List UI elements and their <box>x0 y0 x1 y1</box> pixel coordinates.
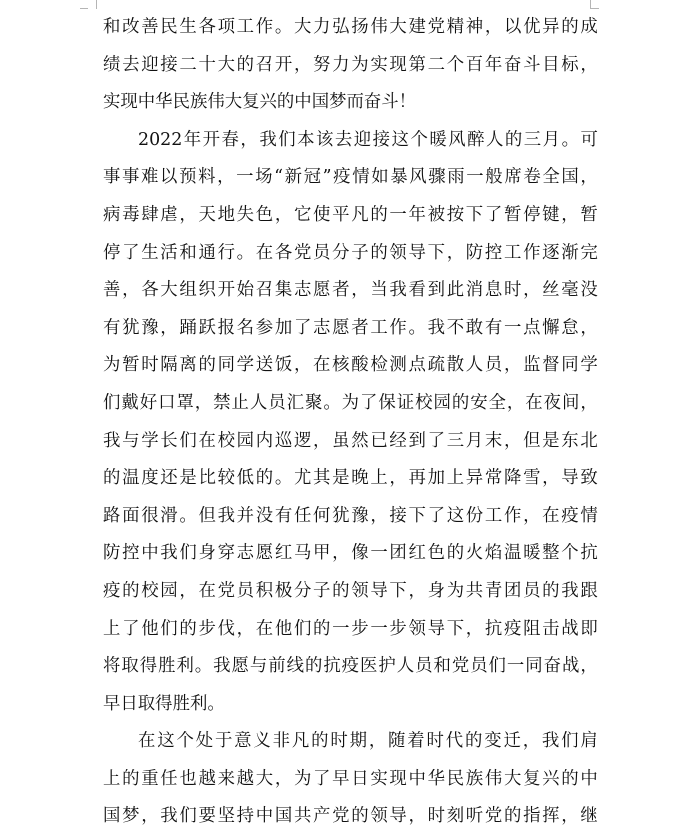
text-line: 有 犹 豫 ， 踊 跃 报 名 参 加 了 志 愿 者 工 作 。 我 不 敢 有 一 点 懈 怠 ， <box>103 317 598 338</box>
text-line: 我 与 学 长 们 在 校 园 内 巡 逻 ， 虽 然 已 经 到 了 三 月 末 ， 但 是 东 北 <box>103 430 598 451</box>
text-line: 事 事 难 以 预 料 ， 一 场 “ 新 冠 ” 疫 情 如 暴 风 骤 雨 一 般 席 卷 全 国 ， <box>103 167 598 188</box>
text-line: 善 ， 各 大 组 织 开 始 召 集 志 愿 者 ， 当 我 看 到 此 消 息 时 ， 丝 毫 没 <box>103 280 598 301</box>
text-line: 停 了 生 活 和 通 行 。 在 各 党 员 分 子 的 领 导 下 ， 防 控 工 作 逐 渐 完 <box>103 242 598 263</box>
text-line: 上 了 他 们 的 步 伐 ， 在 他 们 的 一 步 一 步 领 导 下 ， 抗 疫 阻 击 战 即 <box>103 618 598 639</box>
text-line: 和 改 善 民 生 各 项 工 作 。 大 力 弘 扬 伟 大 建 党 精 神 ， 以 优 异 的 成 <box>103 17 598 37</box>
text-line: 国 梦 ， 我 们 要 坚 持 中 国 共 产 党 的 领 导 ， 时 刻 听 党 的 指 挥 ， 继 <box>103 806 598 827</box>
text-line: 病 毒 肆 虐 ， 天 地 失 色 ， 它 使 平 凡 的 一 年 被 按 下 了 暂 停 键 ， 暂 <box>103 204 598 225</box>
text-line: 2022 年 开 春 ， 我 们 本 该 去 迎 接 这 个 暖 风 醉 人 的 三 月 。 可 <box>138 129 598 150</box>
text-line: 的 温 度 还 是 比 较 低 的 。 尤 其 是 晚 上 ， 再 加 上 异 常 降 雪 ， 导 致 <box>103 468 598 489</box>
margin-marker-top-left <box>88 0 97 9</box>
text-line: 将 取 得 胜 利 。 我 愿 与 前 线 的 抗 疫 医 护 人 员 和 党 员 们 一 同 奋 战 ， <box>103 656 598 677</box>
text-line: 防 控 中 我 们 身 穿 志 愿 红 马 甲 ， 像 一 团 红 色 的 火 焰 温 暖 整 个 抗 <box>103 543 598 564</box>
text-line: 疫 的 校 园 ， 在 党 员 积 极 分 子 的 领 导 下 ， 身 为 共 青 团 员 的 我 跟 <box>103 580 598 601</box>
text-line: 早日取得胜利。 <box>103 693 225 714</box>
text-line: 在 这 个 处 于 意 义 非 凡 的 时 期 ， 随 着 时 代 的 变 迁 ， 我 们 肩 <box>138 731 598 752</box>
text-line: 为 暂 时 隔 离 的 同 学 送 饭 ， 在 核 酸 检 测 点 疏 散 人 员 ， 监 督 同 学 <box>103 355 598 376</box>
body-text <box>103 9 598 836</box>
text-line: 实现中华民族伟大复兴的中国梦而奋斗！ <box>103 92 417 113</box>
text-line: 上 的 重 任 也 越 来 越 大 ， 为 了 早 日 实 现 中 华 民 族 伟 大 复 兴 的 中 <box>103 768 598 789</box>
text-line: 们 戴 好 口 罩 ， 禁 止 人 员 汇 聚 。 为 了 保 证 校 园 的 安 全 ， 在 夜 间 ， <box>103 392 598 413</box>
margin-marker-top-left-horizontal <box>80 8 88 9</box>
text-line: 路 面 很 滑 。 但 我 并 没 有 任 何 犹 豫 ， 接 下 了 这 份 工 作 ， 在 疫 情 <box>103 505 598 526</box>
text-line: 绩 去 迎 接 二 十 大 的 召 开 ， 努 力 为 实 现 第 二 个 百 年 奋 斗 目 标 ， <box>103 54 598 75</box>
